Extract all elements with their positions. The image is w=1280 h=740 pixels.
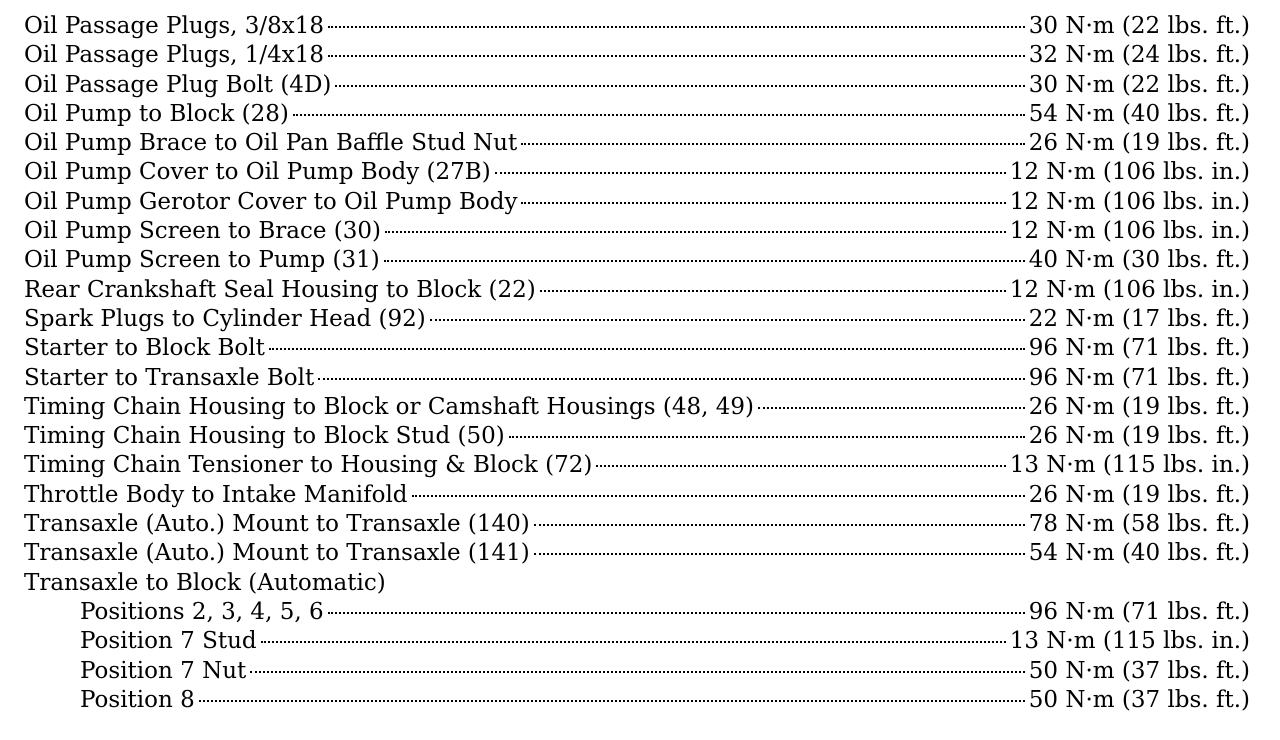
spec-row <box>24 451 1250 480</box>
spec-value: 54 N·m (40 lbs. ft.) <box>1028 100 1250 127</box>
dot-leader <box>385 231 1006 233</box>
spec-label: Oil Pump Gerotor Cover to Oil Pump Body <box>24 188 518 215</box>
spec-label: Oil Pump Screen to Pump (31) <box>24 247 380 274</box>
spec-value: 13 N·m (115 lbs. in.) <box>1009 628 1250 655</box>
dot-leader <box>328 55 1025 57</box>
spec-subrow <box>24 686 1250 715</box>
spec-row <box>24 305 1250 334</box>
spec-row <box>24 158 1250 187</box>
spec-row <box>24 188 1250 217</box>
spec-label: Position 8 <box>80 686 195 713</box>
group-heading: Transaxle to Block (Automatic) <box>24 569 386 596</box>
spec-row <box>24 12 1250 41</box>
spec-row <box>24 539 1250 568</box>
spec-value: 12 N·m (106 lbs. in.) <box>1009 159 1250 186</box>
spec-value: 22 N·m (17 lbs. ft.) <box>1028 305 1250 332</box>
spec-label: Starter to Block Bolt <box>24 335 265 362</box>
dot-leader <box>250 671 1025 673</box>
spec-label: Timing Chain Housing to Block or Camshaft Housings (48, 49) <box>24 393 754 420</box>
spec-value: 12 N·m (106 lbs. in.) <box>1009 218 1250 245</box>
dot-leader <box>328 612 1025 614</box>
dot-leader <box>261 641 1006 643</box>
dot-leader <box>509 436 1025 438</box>
spec-label: Oil Passage Plugs, 3/8x18 <box>24 13 325 39</box>
spec-value: 96 N·m (71 lbs. ft.) <box>1028 364 1250 391</box>
spec-value: 96 N·m (71 lbs. ft.) <box>1028 335 1250 362</box>
spec-label: Oil Passage Plug Bolt (4D) <box>24 71 332 98</box>
spec-value: 96 N·m (71 lbs. ft.) <box>1028 598 1250 625</box>
spec-label: Oil Pump Brace to Oil Pan Baffle Stud Nut <box>24 130 518 157</box>
spec-value: 13 N·m (115 lbs. in.) <box>1009 452 1250 479</box>
dot-leader <box>534 553 1025 555</box>
spec-value: 54 N·m (40 lbs. ft.) <box>1028 540 1250 567</box>
dot-leader <box>521 143 1025 145</box>
dot-leader <box>521 202 1005 204</box>
spec-label: Position 7 Nut <box>80 657 247 684</box>
dot-leader <box>318 378 1025 380</box>
dot-leader <box>534 524 1025 526</box>
spec-label: Rear Crankshaft Seal Housing to Block (22) <box>24 276 536 303</box>
dot-leader <box>596 465 1005 467</box>
spec-row <box>24 41 1250 70</box>
spec-value: 26 N·m (19 lbs. ft.) <box>1028 130 1250 157</box>
dot-leader <box>199 700 1025 702</box>
spec-row <box>24 276 1250 305</box>
spec-label: Timing Chain Housing to Block Stud (50) <box>24 423 505 450</box>
dot-leader <box>412 495 1025 497</box>
dot-leader <box>384 260 1025 262</box>
spec-label: Positions 2, 3, 4, 5, 6 <box>80 598 324 625</box>
torque-spec-list <box>24 12 1250 715</box>
spec-value: 32 N·m (24 lbs. ft.) <box>1028 42 1250 69</box>
spec-value: 12 N·m (106 lbs. in.) <box>1009 188 1250 215</box>
spec-row <box>24 422 1250 451</box>
spec-value: 78 N·m (58 lbs. ft.) <box>1028 511 1250 538</box>
dot-leader <box>430 319 1025 321</box>
dot-leader <box>540 290 1006 292</box>
spec-label: Spark Plugs to Cylinder Head (92) <box>24 305 426 332</box>
spec-value: 50 N·m (37 lbs. ft.) <box>1028 657 1250 684</box>
spec-row <box>24 364 1250 393</box>
spec-value: 30 N·m (22 lbs. ft.) <box>1028 71 1250 98</box>
spec-label: Oil Passage Plugs, 1/4x18 <box>24 42 325 69</box>
spec-row <box>24 510 1250 539</box>
spec-value: 12 N·m (106 lbs. in.) <box>1009 276 1250 303</box>
dot-leader <box>269 348 1025 350</box>
spec-row <box>24 334 1250 363</box>
spec-row <box>24 217 1250 246</box>
dot-leader <box>758 407 1025 409</box>
spec-subrow <box>24 657 1250 686</box>
spec-row <box>24 393 1250 422</box>
spec-value: 30 N·m (22 lbs. ft.) <box>1028 13 1250 39</box>
spec-value: 26 N·m (19 lbs. ft.) <box>1028 481 1250 508</box>
dot-leader <box>293 114 1025 116</box>
spec-value: 40 N·m (30 lbs. ft.) <box>1028 247 1250 274</box>
spec-value: 26 N·m (19 lbs. ft.) <box>1028 423 1250 450</box>
spec-value: 50 N·m (37 lbs. ft.) <box>1028 686 1250 713</box>
spec-label: Oil Pump to Block (28) <box>24 100 289 127</box>
spec-label: Timing Chain Tensioner to Housing & Block (72) <box>24 452 593 479</box>
spec-label: Transaxle (Auto.) Mount to Transaxle (140) <box>24 511 530 538</box>
spec-label: Oil Pump Screen to Brace (30) <box>24 218 382 245</box>
spec-value: 26 N·m (19 lbs. ft.) <box>1028 393 1250 420</box>
spec-row <box>24 71 1250 100</box>
dot-leader <box>495 172 1006 174</box>
spec-row <box>24 129 1250 158</box>
spec-label: Position 7 Stud <box>80 628 257 655</box>
spec-label: Throttle Body to Intake Manifold <box>24 481 408 508</box>
spec-row <box>24 100 1250 129</box>
spec-row <box>24 246 1250 275</box>
spec-subrow <box>24 627 1250 656</box>
dot-leader <box>335 85 1024 87</box>
spec-row <box>24 481 1250 510</box>
dot-leader <box>328 26 1025 28</box>
spec-label: Starter to Transaxle Bolt <box>24 364 315 391</box>
spec-subrow <box>24 598 1250 627</box>
spec-label: Oil Pump Cover to Oil Pump Body (27B) <box>24 159 491 186</box>
spec-label: Transaxle (Auto.) Mount to Transaxle (141) <box>24 540 530 567</box>
